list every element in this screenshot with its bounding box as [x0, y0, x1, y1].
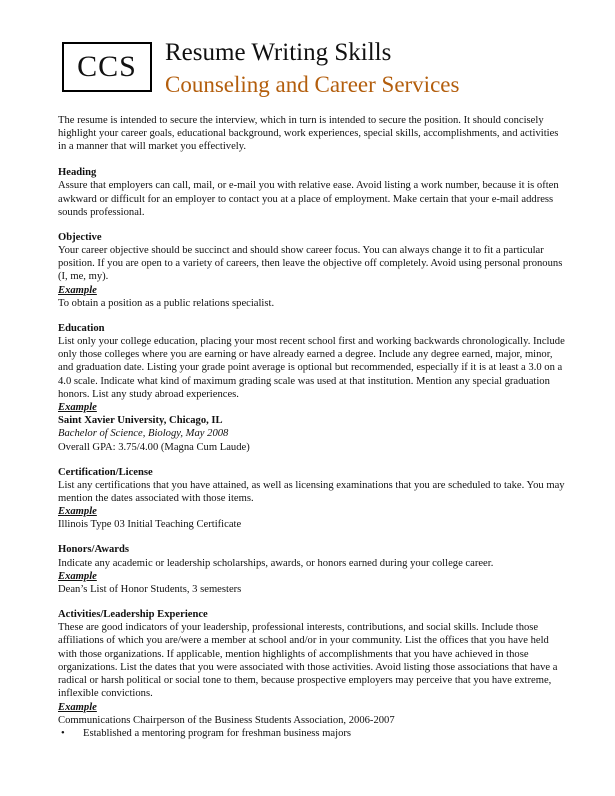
example-text: Illinois Type 03 Initial Teaching Certificate — [58, 519, 242, 531]
section-body: These are good indicators of your leadership, professional interests, contributions, and social skills. Include those affiliations of which you are/were a member at school and/or in your community. List the offices that you have held with those organizations. If applicable, mention highlights of accomplishments that you have achieved in those organizations. List the dates that you were associated with those activities. Avoid listing those associations that have a radical or harsh political or social tone to them, because prospective employers may perceive that you have extreme, inflexible convictions. — [58, 622, 558, 700]
example-text: To obtain a position as a public relations specialist. — [58, 297, 275, 309]
section-body: List only your college education, placing your most recent school first and working backwards chronologically. Include only those colleges where you are earning or have already earned a degree. Include any degree earned, major, minor, and graduation date. Listing your grade point average is optional but recommended, especially if it is at least a 3.0 on a 4.0 scale. Indicate what kind of maximum grading scale was used at that institution. Mention any special graduation honors. List any study abroad experiences. — [58, 336, 565, 400]
example-gpa: Overall GPA: 3.75/4.00 (Magna Cum Laude) — [58, 441, 250, 453]
section-title: Education — [58, 322, 105, 334]
ccs-logo: CCS — [62, 42, 152, 92]
example-label: Example — [58, 402, 97, 414]
certification-section — [58, 466, 568, 532]
activities-section — [58, 608, 568, 740]
section-body: Assure that employers can call, mail, or e-mail you with relative ease. Avoid listing a work number, because it is often awkward or difficult for an employer to contact you at a place of employment. Make certain that your e-mail address sounds professional. — [58, 180, 559, 218]
objective-section — [58, 231, 568, 310]
example-degree: Bachelor of Science, Biology, May 2008 — [58, 428, 229, 440]
heading-section — [58, 166, 568, 219]
document-body — [58, 114, 568, 752]
section-title: Certification/License — [58, 466, 153, 478]
example-school: Saint Xavier University, Chicago, IL — [58, 415, 223, 427]
example-label: Example — [58, 570, 97, 582]
example-text: Communications Chairperson of the Business Students Association, 2006-2007 — [58, 714, 395, 726]
education-section — [58, 322, 568, 454]
honors-section — [58, 543, 568, 596]
section-title: Activities/Leadership Experience — [58, 609, 208, 621]
example-label: Example — [58, 506, 97, 518]
section-body: Your career objective should be succinct and should show career focus. You can always change it to fit a particular position. If you are open to a variety of careers, then leave the objective off completely. Avoid using personal pronouns (I, me, my). — [58, 245, 563, 283]
bullet-icon: • — [61, 727, 65, 739]
bullet-item — [58, 727, 568, 740]
section-body: List any certifications that you have attained, as well as licensing examinations that you are scheduled to take. You may mention the dates associated with those items. — [58, 479, 565, 505]
section-title: Heading — [58, 167, 97, 179]
example-label: Example — [58, 701, 97, 713]
intro-paragraph: The resume is intended to secure the interview, which in turn is intended to secure the position. It should concisely highlight your career goals, educational background, work experiences, special skills, accomplishments, and activities in a manner that will market you effectively. — [58, 115, 559, 153]
example-text: Dean’s List of Honor Students, 3 semesters — [58, 584, 242, 596]
section-title: Objective — [58, 231, 102, 243]
page-subtitle: Counseling and Career Services — [165, 72, 460, 97]
bullet-text: Established a mentoring program for freshman business majors — [83, 727, 352, 739]
page-title: Resume Writing Skills — [165, 39, 392, 66]
example-label: Example — [58, 284, 97, 296]
section-title: Honors/Awards — [58, 544, 130, 556]
section-body: Indicate any academic or leadership scholarships, awards, or honors earned during your college career. — [58, 557, 494, 569]
